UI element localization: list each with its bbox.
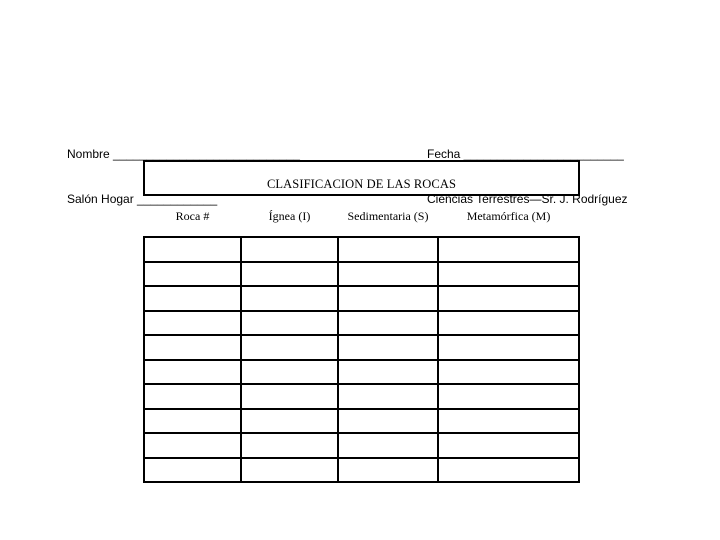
- table-row: [144, 262, 579, 287]
- cell-rock-number[interactable]: [144, 360, 241, 385]
- cell-igneous[interactable]: [241, 311, 338, 336]
- cell-igneous[interactable]: [241, 286, 338, 311]
- homeroom-field[interactable]: Salón Hogar ____________: [67, 192, 218, 206]
- cell-sedimentary[interactable]: [338, 262, 438, 287]
- cell-sedimentary[interactable]: [338, 433, 438, 458]
- cell-metamorphic[interactable]: [438, 458, 579, 483]
- cell-rock-number[interactable]: [144, 262, 241, 287]
- cell-metamorphic[interactable]: [438, 286, 579, 311]
- date-field[interactable]: Fecha ________________________: [427, 147, 624, 161]
- cell-rock-number[interactable]: [144, 311, 241, 336]
- column-header-rock-number: Roca #: [144, 195, 241, 237]
- cell-rock-number[interactable]: [144, 409, 241, 434]
- cell-igneous[interactable]: [241, 433, 338, 458]
- cell-metamorphic[interactable]: [438, 409, 579, 434]
- table-title: CLASIFICACION DE LAS ROCAS: [144, 161, 579, 195]
- cell-metamorphic[interactable]: [438, 237, 579, 262]
- column-header-metamorphic: Metamórfica (M): [438, 195, 579, 237]
- course-label: Ciencias Terrestres—Sr. J. Rodríguez: [427, 192, 628, 206]
- table-row: [144, 311, 579, 336]
- cell-rock-number[interactable]: [144, 286, 241, 311]
- cell-igneous[interactable]: [241, 237, 338, 262]
- table-body: [144, 237, 579, 482]
- cell-metamorphic[interactable]: [438, 311, 579, 336]
- cell-igneous[interactable]: [241, 458, 338, 483]
- cell-metamorphic[interactable]: [438, 384, 579, 409]
- cell-igneous[interactable]: [241, 335, 338, 360]
- cell-rock-number[interactable]: [144, 237, 241, 262]
- cell-sedimentary[interactable]: [338, 458, 438, 483]
- cell-rock-number[interactable]: [144, 384, 241, 409]
- table-row: [144, 384, 579, 409]
- cell-metamorphic[interactable]: [438, 262, 579, 287]
- cell-rock-number[interactable]: [144, 433, 241, 458]
- column-header-row: [144, 195, 579, 237]
- column-header-igneous: Ígnea (I): [241, 195, 338, 237]
- cell-sedimentary[interactable]: [338, 237, 438, 262]
- name-field[interactable]: Nombre ____________________________: [67, 147, 300, 161]
- column-header-sedimentary: Sedimentaria (S): [338, 195, 438, 237]
- cell-igneous[interactable]: [241, 384, 338, 409]
- cell-sedimentary[interactable]: [338, 384, 438, 409]
- rock-classification-table: [143, 160, 580, 483]
- table-row: [144, 409, 579, 434]
- table-row: [144, 360, 579, 385]
- table-row: [144, 335, 579, 360]
- table-row: [144, 237, 579, 262]
- cell-sedimentary[interactable]: [338, 311, 438, 336]
- table-row: [144, 458, 579, 483]
- table-row: [144, 286, 579, 311]
- cell-igneous[interactable]: [241, 409, 338, 434]
- cell-metamorphic[interactable]: [438, 335, 579, 360]
- cell-rock-number[interactable]: [144, 458, 241, 483]
- cell-igneous[interactable]: [241, 262, 338, 287]
- cell-sedimentary[interactable]: [338, 409, 438, 434]
- cell-sedimentary[interactable]: [338, 360, 438, 385]
- cell-metamorphic[interactable]: [438, 433, 579, 458]
- cell-sedimentary[interactable]: [338, 335, 438, 360]
- table-row: [144, 433, 579, 458]
- cell-sedimentary[interactable]: [338, 286, 438, 311]
- cell-rock-number[interactable]: [144, 335, 241, 360]
- cell-metamorphic[interactable]: [438, 360, 579, 385]
- cell-igneous[interactable]: [241, 360, 338, 385]
